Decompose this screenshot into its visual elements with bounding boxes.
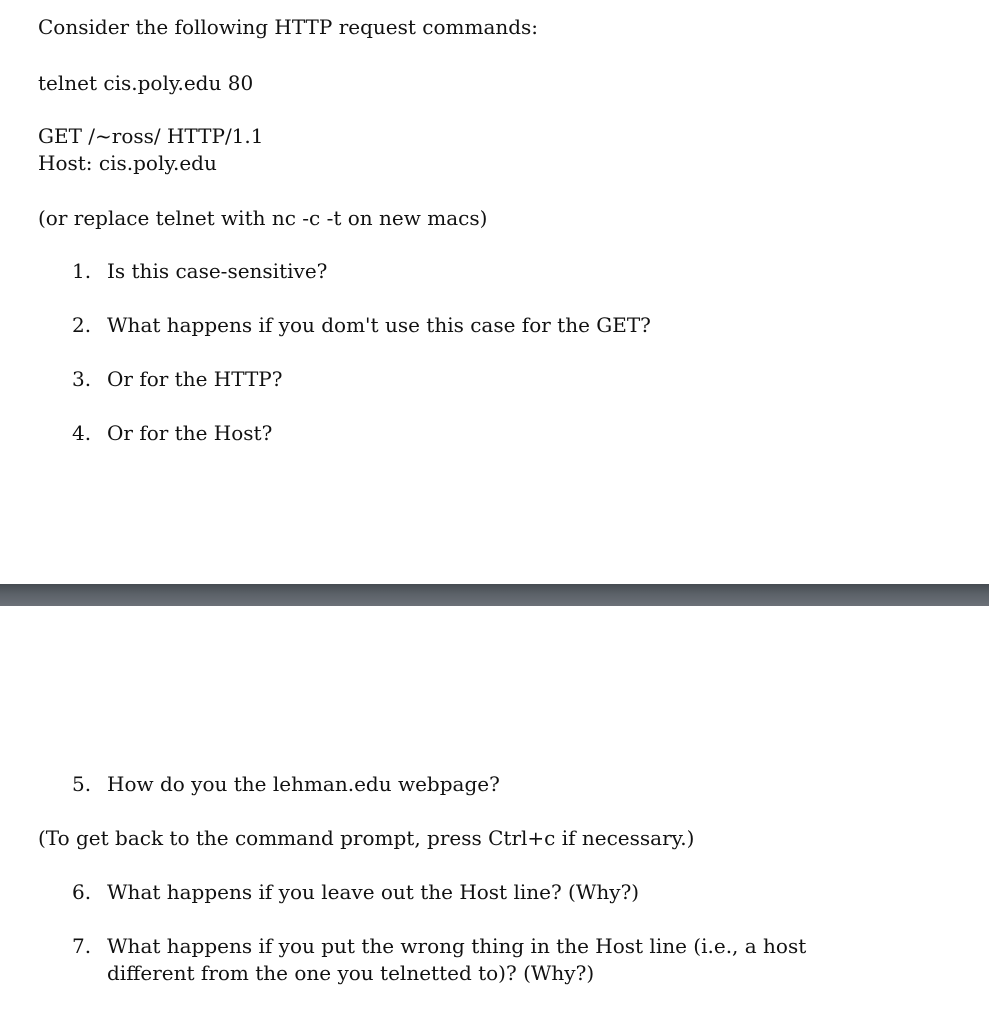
question-text: Or for the Host? bbox=[107, 421, 273, 445]
question-number: 5. bbox=[72, 772, 92, 796]
question-number: 2. bbox=[72, 313, 92, 337]
question-text: What happens if you leave out the Host line? (Why?) bbox=[107, 880, 640, 904]
question-text: Is this case-sensitive? bbox=[107, 259, 328, 283]
question-number: 6. bbox=[72, 880, 92, 904]
question-number: 1. bbox=[72, 259, 92, 283]
question-number: 3. bbox=[72, 367, 92, 391]
question-number: 7. bbox=[72, 934, 92, 958]
mac-note: (or replace telnet with nc -c -t on new macs) bbox=[38, 206, 488, 230]
ctrl-c-note: (To get back to the command prompt, press Ctrl+c if necessary.) bbox=[38, 826, 695, 850]
intro-text: Consider the following HTTP request commands: bbox=[38, 15, 539, 39]
question-text: What happens if you put the wrong thing in the Host line (i.e., a host different from the one you telnetted to)? (Why?) bbox=[107, 934, 807, 985]
get-request-line: GET /~ross/ HTTP/1.1 bbox=[38, 124, 264, 148]
question-text: What happens if you dom't use this case for the GET? bbox=[107, 313, 651, 337]
question-text: How do you the lehman.edu webpage? bbox=[107, 772, 500, 796]
question-text: Or for the HTTP? bbox=[107, 367, 283, 391]
page-separator bbox=[0, 584, 989, 606]
question-number: 4. bbox=[72, 421, 92, 445]
host-header-line: Host: cis.poly.edu bbox=[38, 151, 217, 175]
telnet-command: telnet cis.poly.edu 80 bbox=[38, 71, 254, 95]
